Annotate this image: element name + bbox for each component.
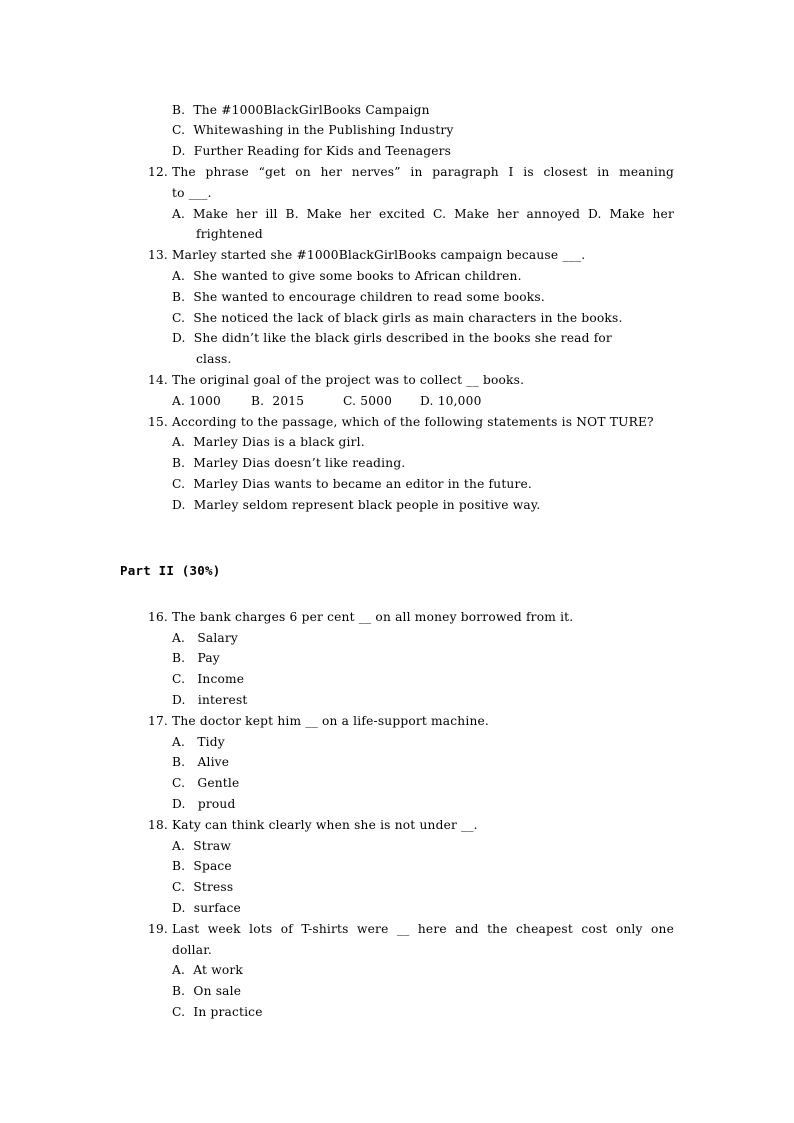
- q16-option-b: [172, 650, 220, 666]
- q13-option-c: [172, 310, 623, 326]
- option-letter: C.: [172, 1005, 186, 1019]
- q18-option-a: [172, 838, 231, 854]
- q16-stem: The bank charges 6 per cent __ on all money borrowed from it.: [172, 610, 574, 624]
- option-text: Tidy: [197, 735, 225, 749]
- option-text: She wanted to encourage children to read some books.: [193, 290, 545, 304]
- q12-number: 12.: [148, 165, 168, 179]
- option-letter: D.: [172, 144, 186, 158]
- option-letter: C.: [172, 776, 186, 790]
- q18-stem: Katy can think clearly when she is not under __.: [172, 818, 478, 832]
- option-letter: B.: [172, 456, 186, 470]
- q19-option-b: [172, 983, 241, 999]
- option-letter: A.: [172, 839, 186, 853]
- option-text: In practice: [193, 1005, 263, 1019]
- q13-option-d: [172, 330, 674, 346]
- option-text: On sale: [193, 984, 242, 998]
- option-text: Further Reading for Kids and Teenagers: [193, 144, 452, 158]
- q11-option-d: [172, 143, 451, 159]
- q13-stem: Marley started she #1000BlackGirlBooks campaign because ___.: [172, 248, 586, 262]
- option-letter: C.: [172, 672, 186, 686]
- q12-stem: The phrase “get on her nerves” in paragraph I is closest in meaning: [172, 165, 674, 179]
- option-text: Income: [197, 672, 245, 686]
- option-letter: B.: [172, 755, 186, 769]
- option-letter: D.: [420, 394, 434, 408]
- option-letter: A.: [172, 394, 186, 408]
- option-text: 1000: [189, 394, 221, 408]
- option-text: 10,000: [437, 394, 482, 408]
- option-text: Stress: [193, 880, 234, 894]
- q15-option-b: [172, 455, 405, 471]
- q17-option-b: [172, 754, 229, 770]
- q12-stem-cont: to ___.: [172, 186, 212, 200]
- option-text: Marley Dias wants to became an editor in the future.: [193, 477, 532, 491]
- q18-number: 18.: [148, 818, 168, 832]
- q16-option-c: [172, 671, 244, 687]
- q12-options-cont: frightened: [196, 227, 263, 241]
- option-letter: A.: [172, 269, 186, 283]
- q17-number: 17.: [148, 714, 168, 728]
- option-letter: B.: [172, 103, 186, 117]
- option-text: Marley Dias is a black girl.: [193, 435, 365, 449]
- q14-option-c: [343, 393, 392, 409]
- q16-option-d: [172, 692, 248, 708]
- option-letter: B.: [251, 394, 265, 408]
- q14-number: 14.: [148, 373, 168, 387]
- option-text: proud: [197, 797, 236, 811]
- option-letter: C.: [172, 477, 186, 491]
- q14-option-b: [251, 393, 304, 409]
- q17-option-a: [172, 734, 225, 750]
- option-letter: B.: [172, 651, 186, 665]
- q15-option-d: [172, 497, 540, 513]
- option-letter: C.: [172, 880, 186, 894]
- option-text: Space: [193, 859, 232, 873]
- option-letter: D.: [172, 797, 186, 811]
- option-text: 5000: [360, 394, 393, 408]
- option-letter: B.: [172, 290, 186, 304]
- option-text: Pay: [197, 651, 220, 665]
- q19-number: 19.: [148, 922, 168, 936]
- option-text: 2015: [272, 394, 305, 408]
- q19-stem: Last week lots of T-shirts were __ here and the cheapest cost only one: [172, 922, 674, 936]
- q19-option-a: [172, 962, 243, 978]
- q19-stem-cont: dollar.: [172, 943, 212, 957]
- option-letter: D.: [172, 693, 186, 707]
- q11-option-b: [172, 102, 430, 118]
- option-text: Straw: [193, 839, 232, 853]
- q18-option-c: [172, 879, 233, 895]
- q16-option-a: [172, 630, 238, 646]
- q13-number: 13.: [148, 248, 168, 262]
- q19-option-c: [172, 1004, 263, 1020]
- option-text: Gentle: [197, 776, 240, 790]
- q14-option-d: [420, 393, 482, 409]
- option-text: She didn’t like the black girls described in the books she read for: [193, 331, 612, 345]
- option-text: Alive: [197, 755, 230, 769]
- option-text: The #1000BlackGirlBooks Campaign: [193, 103, 430, 117]
- option-text: surface: [193, 901, 241, 915]
- option-text: She wanted to give some books to African children.: [193, 269, 522, 283]
- q17-option-c: [172, 775, 239, 791]
- q15-option-a: [172, 434, 365, 450]
- q11-option-c: [172, 122, 454, 138]
- option-letter: C.: [172, 123, 186, 137]
- q15-number: 15.: [148, 415, 168, 429]
- option-letter: B.: [172, 984, 186, 998]
- q18-option-d: [172, 900, 241, 916]
- option-text: Whitewashing in the Publishing Industry: [193, 123, 454, 137]
- option-letter: D.: [172, 498, 186, 512]
- q17-option-d: [172, 796, 235, 812]
- q14-stem: The original goal of the project was to collect __ books.: [172, 373, 525, 387]
- option-letter: A.: [172, 631, 186, 645]
- option-letter: A.: [172, 735, 186, 749]
- q12-options: A. Make her ill B. Make her excited C. Make her annoyed D. Make her: [172, 207, 674, 221]
- option-text: Salary: [197, 631, 239, 645]
- q18-option-b: [172, 858, 232, 874]
- option-letter: A.: [172, 435, 186, 449]
- option-text: Marley Dias doesn’t like reading.: [193, 456, 406, 470]
- option-letter: D.: [172, 901, 186, 915]
- option-text: interest: [197, 693, 248, 707]
- option-letter: C.: [172, 311, 186, 325]
- q13-option-b: [172, 289, 545, 305]
- option-letter: A.: [172, 963, 186, 977]
- option-letter: B.: [172, 859, 186, 873]
- option-text: Marley seldom represent black people in positive way.: [193, 498, 541, 512]
- q16-number: 16.: [148, 610, 168, 624]
- q17-stem: The doctor kept him __ on a life-support machine.: [172, 714, 489, 728]
- q15-option-c: [172, 476, 532, 492]
- option-text: She noticed the lack of black girls as main characters in the books.: [193, 311, 623, 325]
- q14-option-a: [172, 393, 221, 409]
- option-letter: C.: [343, 394, 357, 408]
- q15-stem: According to the passage, which of the following statements is NOT TURE?: [172, 415, 654, 429]
- option-letter: D.: [172, 331, 186, 345]
- option-text: At work: [193, 963, 243, 977]
- q13-option-d-cont: class.: [196, 352, 232, 366]
- q13-option-a: [172, 268, 522, 284]
- part-heading: Part II (30%): [120, 563, 221, 578]
